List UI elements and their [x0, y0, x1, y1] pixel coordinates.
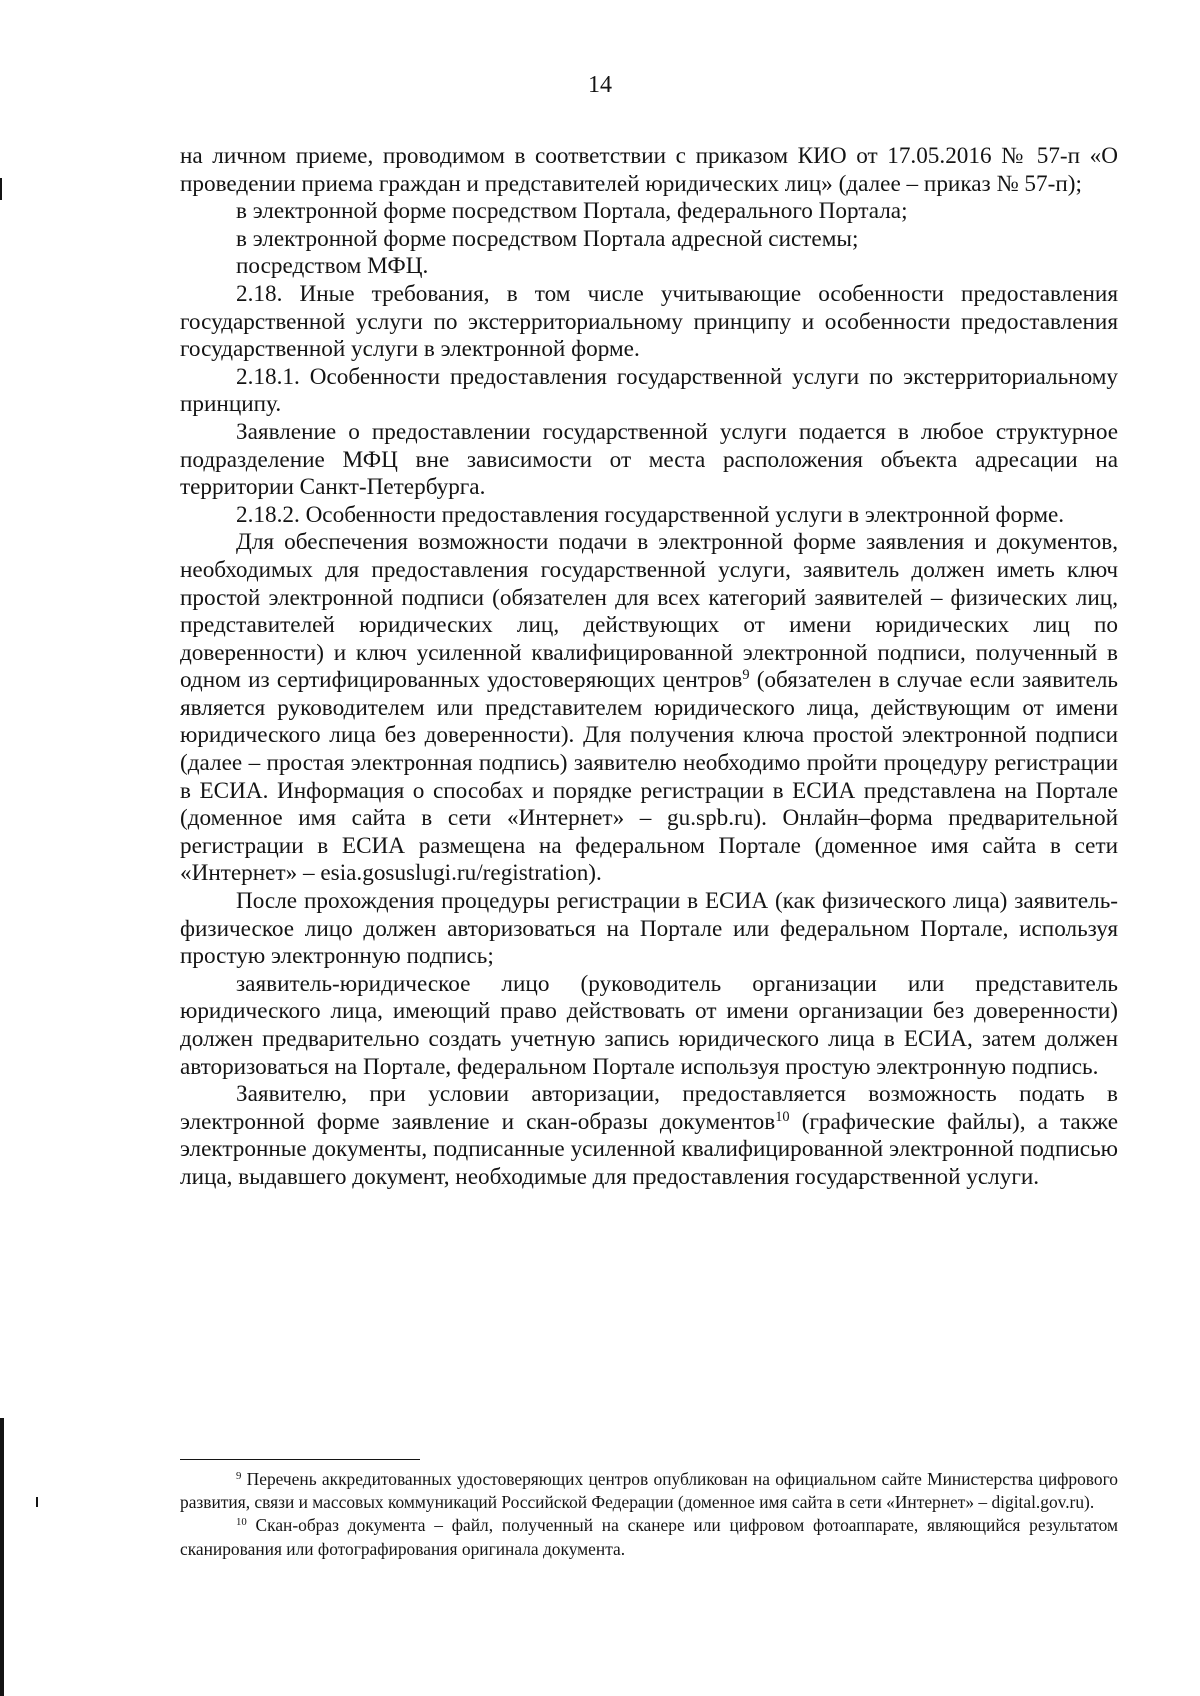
scan-edge-mark: [36, 1497, 38, 1507]
paragraph: Заявление о предоставлении государственной услуги подается в любое структурное подразделение МФЦ вне зависимости от места расположения объекта адресации на территории Санкт-Петербурга.: [180, 418, 1118, 501]
paragraph-text: Заявителю, при условии авторизации, предоставляется возможность подать в электронной форме заявление и скан-образы документов: [180, 1081, 1118, 1135]
paragraph-text: (обязателен в случае если заявитель является руководителем или представителем юридического лица, действующим от имени юридического лица без доверенности). Для получения ключа простой электронной подписи (далее – простая электронная подпись) заявителю необходимо пройти процедуру регистрации в ЕСИА. Информация о способах и порядке регистрации в ЕСИА представлена на Портале (доменное имя сайта в сети «Интернет» – gu.spb.ru). Онлайн–форма предварительной регистрации в ЕСИА размещена на федеральном Портале (доменное имя сайта в сети «Интернет» – esia.gosuslugi.ru/registration).: [180, 667, 1118, 887]
footnote-ref[interactable]: 9: [742, 667, 750, 684]
scan-edge-mark: [0, 1418, 4, 1696]
footnote: [180, 1468, 1118, 1514]
paragraph-text: (графические файлы), а также электронные документы, подписанные усиленной квалифицированной электронной подписью лица, выдавшего документ, необходимые для предоставления государственной услуги.: [180, 1108, 1118, 1190]
footnote-text: Скан-образ документа – файл, полученный на сканере или цифровом фотоаппарате, являющийся результатом сканирования или фотографирования оригинала документа.: [180, 1515, 1118, 1559]
paragraph: 2.18.1. Особенности предоставления государственной услуги по экстерриториальному принципу.: [180, 363, 1118, 418]
paragraph: 2.18. Иные требования, в том числе учитывающие особенности предоставления государственной услуги по экстерриториальному принципу и особенности предоставления государственной услуги в электронной форме.: [180, 280, 1118, 363]
paragraph: посредством МФЦ.: [236, 253, 429, 280]
document-body: [180, 143, 1118, 1192]
paragraph: [180, 529, 1118, 888]
paragraph: 2.18.2. Особенности предоставления государственной услуги в электронной форме.: [236, 501, 1065, 528]
paragraph: в электронной форме посредством Портала адресной системы;: [236, 225, 859, 252]
paragraph: в электронной форме посредством Портала, федерального Портала;: [236, 198, 908, 225]
scan-edge-mark: [0, 178, 2, 200]
footnote-number: 10: [236, 1516, 247, 1529]
page-number: 14: [588, 72, 612, 98]
paragraph-text: Для обеспечения возможности подачи в электронной форме заявления и документов, необходимых для предоставления государственной услуги, заявитель должен иметь ключ простой электронной подписи (обязателен для всех категорий заявителей – физических лиц, представителей юридических лиц, действующих от имени юридических лиц по доверенности) и ключ усиленной квалифицированной электронной подписи, полученный в одном из сертифицированных удостоверяющих центров: [180, 529, 1118, 694]
footnote-number: 9: [236, 1470, 242, 1483]
paragraph: [180, 1081, 1118, 1191]
paragraph: После прохождения процедуры регистрации в ЕСИА (как физического лица) заявитель-физическое лицо должен авторизоваться на Портале или федеральном Портале, используя простую электронную подпись;: [180, 888, 1118, 970]
footnotes: [180, 1468, 1118, 1561]
footnote-divider: [180, 1459, 420, 1460]
footnote-ref[interactable]: 10: [775, 1108, 790, 1125]
paragraph: заявитель-юридическое лицо (руководитель организации или представитель юридического лица, имеющий право действовать от имени организации без доверенности) должен предварительно создать учетную запись юридического лица в ЕСИА, затем должен авторизоваться на Портале, федеральном Портале используя простую электронную подпись.: [180, 970, 1118, 1080]
footnote: [180, 1514, 1118, 1560]
paragraph: на личном приеме, проводимом в соответствии с приказом КИО от 17.05.2016 № 57-п «О проведении приема граждан и представителей юридических лиц» (далее – приказ № 57-п);: [180, 143, 1118, 197]
footnote-text: Перечень аккредитованных удостоверяющих центров опубликован на официальном сайте Министерства цифрового развития, связи и массовых коммуникаций Российской Федерации (доменное имя сайта в сети «Интернет» – digital.gov.ru).: [180, 1469, 1118, 1513]
